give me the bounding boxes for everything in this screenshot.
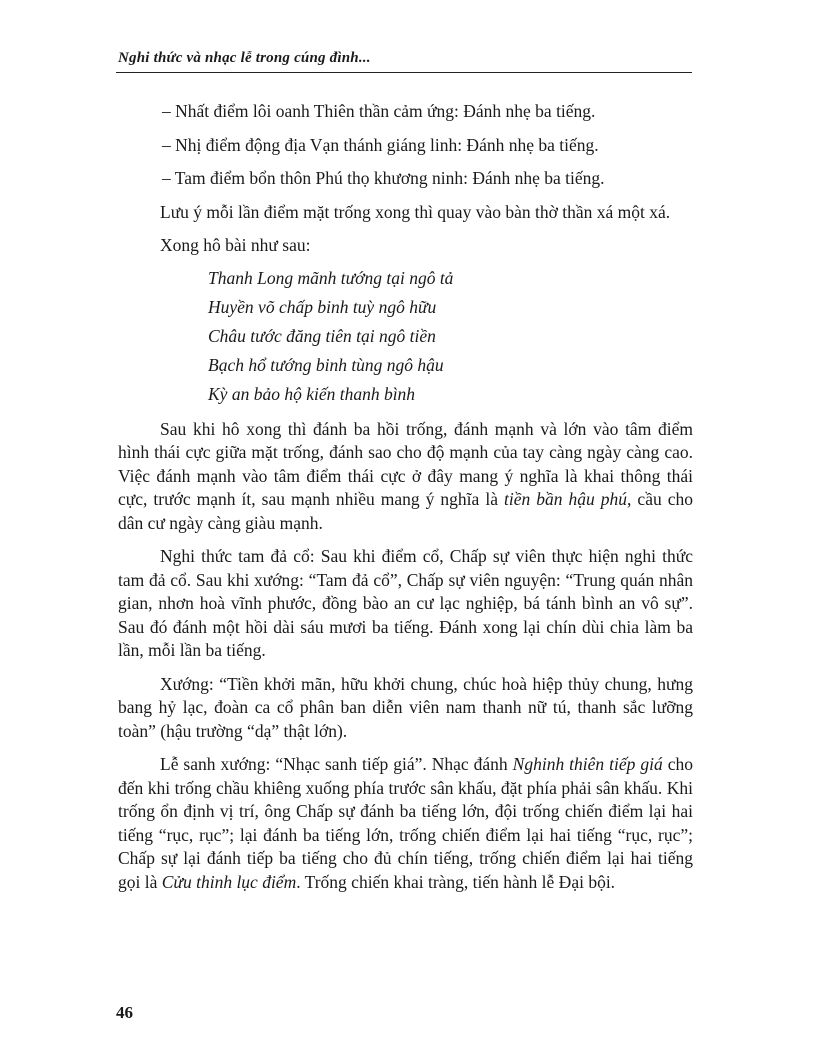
italic-term: Cửu thinh lục điểm bbox=[161, 871, 297, 892]
running-header: Nghi thức và nhạc lễ trong cúng đình... bbox=[118, 50, 371, 66]
paragraph-tam-da-co: Nghi thức tam đả cổ: Sau khi điểm cổ, Chấp sự viên thực hiện nghi thức tam đả cổ. Sau khi xướng: “Tam đả cổ”, Chấp sự viên nguyện: “Trung quán nhân gian, nhơn hoà vĩnh phước, đồng bào an cư lạc nghiệp, bá tánh bình an vô sự”. Sau đó đánh một hồi dài sáu mươi ba tiếng. Đánh xong lại chín dùi chia làm ba lần, mỗi lần ba tiếng. bbox=[118, 546, 693, 660]
note-paragraph: Lưu ý mỗi lần điểm mặt trống xong thì quay vào bàn thờ thần xá một xá. bbox=[160, 201, 671, 222]
verse-line: Kỳ an bảo hộ kiến thanh bình bbox=[208, 383, 416, 404]
italic-term: Nghinh thiên tiếp giá bbox=[512, 754, 663, 774]
paragraph-text: . Trống chiến khai tràng, tiến hành lễ Đại bội. bbox=[296, 871, 616, 892]
verse-line: Châu tước đăng tiên tại ngô tiền bbox=[208, 325, 436, 346]
list-item: – Nhị điểm động địa Vạn thánh giáng linh: Đánh nhẹ ba tiếng. bbox=[162, 134, 599, 155]
verse-block bbox=[118, 264, 693, 409]
header-rule bbox=[116, 72, 692, 73]
paragraph-text: Sau khi hô xong thì đánh ba hồi trống, đánh mạnh và lớn vào tâm điểm hình thái cực giữa mặt trống, đánh sao cho độ mạnh của tay càng ngày càng cao. Việc đánh mạnh vào tâm điểm thái cực ở đây mang ý nghĩa là khai thông thái cực, trước mạnh ít, sau mạnh nhiều mang ý nghĩa là bbox=[118, 418, 693, 509]
verse-line: Bạch hổ tướng binh tùng ngô hậu bbox=[208, 354, 444, 375]
paragraph-le-sanh bbox=[118, 753, 693, 894]
list-item: – Tam điểm bổn thôn Phú thọ khương ninh: Đánh nhẹ ba tiếng. bbox=[162, 168, 605, 188]
verse-intro: Xong hô bài như sau: bbox=[160, 235, 311, 255]
verse-line: Thanh Long mãnh tướng tại ngô tả bbox=[208, 267, 454, 288]
paragraph-text: Lễ sanh xướng: “Nhạc sanh tiếp giá”. Nhạc đánh bbox=[160, 754, 513, 774]
paragraph-text: cho đến khi trống chầu khiêng xuống phía trước sân khấu, đặt phía phải sân khấu. Khi trống ổn định vị trí, ông Chấp sự đánh ba tiếng lớn, đội trống chiến điểm lại hai tiếng “rục, rục”; lại đánh ba tiếng lớn, trống chiến điểm lại hai tiếng “rục, rục”; Chấp sự lại đánh tiếp ba tiếng cho đủ chín tiếng, trống chiến điểm lại hai tiếng gọi là bbox=[118, 754, 693, 892]
paragraph-drum-strikes bbox=[118, 418, 693, 536]
paragraph-text: , cầu cho dân cư ngày càng giàu mạnh. bbox=[118, 489, 693, 533]
verse-line: Huyền võ chấp binh tuỳ ngô hữu bbox=[208, 296, 437, 317]
list-item: – Nhất điểm lôi oanh Thiên thần cảm ứng: Đánh nhẹ ba tiếng. bbox=[162, 101, 596, 121]
page-number: 46 bbox=[116, 1003, 133, 1022]
italic-term: tiền bần hậu phú bbox=[503, 489, 628, 509]
body-text bbox=[118, 100, 693, 904]
paragraph-xuong: Xướng: “Tiền khởi mãn, hữu khởi chung, chúc hoà hiệp thủy chung, hưng bang hỷ lạc, đoàn ca cổ phân ban diễn viên nam thanh nữ tú, thanh sắc lưỡng toàn” (hậu trường “dạ” thật lớn). bbox=[118, 673, 693, 741]
